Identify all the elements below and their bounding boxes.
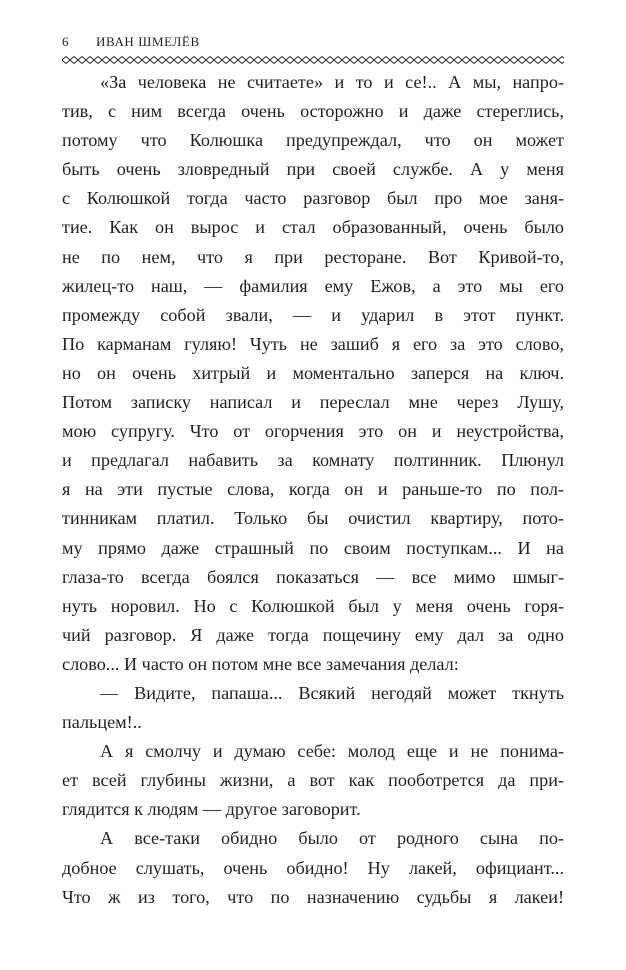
text-line: «За человека не считаете» и то и се!.. А мы, напро- <box>100 72 564 92</box>
text-line: А все-таки обидно было от родного сына по- <box>100 828 564 849</box>
text-line: мою супругу. Что от огорчения это он и неустройства, <box>62 421 564 442</box>
text-line: потому что Колюшка предупреждал, что он может <box>62 130 564 151</box>
page-number: 6 <box>62 34 70 49</box>
text-line: ет всей глубины жизни, а вот как пооботрется да при- <box>62 770 564 791</box>
author-name: ИВАН ШМЕЛЁВ <box>96 34 200 49</box>
text-line: слово... И часто он потом мне все замечания делал: <box>62 653 459 674</box>
text-line: Потом записку написал и переслал мне через Лушу, <box>62 392 564 413</box>
text-line: пальцем!.. <box>62 712 142 733</box>
text-line: А я смолчу и думаю себе: молод еще и не понима- <box>100 741 564 762</box>
text-line: с Колюшкой тогда часто разговор был про мое заня- <box>62 188 564 209</box>
text-line: Что ж из того, что по назначению судьбы я лакеи! <box>62 886 564 907</box>
text-line: глаза-то всегда боялся показаться — все мимо шмыг- <box>62 566 564 587</box>
text-line: не по нем, что я при ресторане. Вот Кривой-то, <box>62 246 564 267</box>
text-line: тив, с ним всегда очень осторожно и даже стереглись, <box>62 101 564 122</box>
body-text <box>62 68 564 912</box>
text-line: — Видите, папаша... Всякий негодяй может ткнуть <box>100 682 564 703</box>
text-line: глядится к людям — другое заговорит. <box>62 799 361 820</box>
text-line: и предлагал набавить за комнату полтинник. Плюнул <box>62 450 564 471</box>
text-line: я на эти пустые слова, когда он и раньше-то по пол- <box>62 479 564 500</box>
text-line: жилец-то наш, — фамилия ему Ежов, а это мы его <box>62 275 564 296</box>
text-line: быть очень зловредный при своей службе. А у меня <box>62 159 564 180</box>
text-line: промежду собой звали, — и ударил в этот пункт. <box>62 304 564 325</box>
running-head <box>62 33 564 51</box>
text-line: чий разговор. Я даже тогда пощечину ему дал за одно <box>62 624 564 645</box>
text-line: По карманам гуляю! Чуть не зашиб я его за это слово, <box>62 333 564 354</box>
text-line: тие. Как он вырос и стал образованный, очень было <box>62 217 564 238</box>
text-line: добное слушать, очень обидно! Ну лакей, официант... <box>62 857 564 878</box>
ornamental-rule-graphic <box>62 55 564 65</box>
text-line: нуть норовил. Но с Колюшкой был у меня очень горя- <box>62 595 564 616</box>
text-line: тинникам платил. Только бы очистил квартиру, пото- <box>62 508 564 529</box>
text-line: му прямо даже страшный по своим поступкам... И на <box>62 537 564 558</box>
text-line: но он очень хитрый и моментально заперся на ключ. <box>62 362 564 383</box>
ornamental-rule <box>62 55 564 65</box>
